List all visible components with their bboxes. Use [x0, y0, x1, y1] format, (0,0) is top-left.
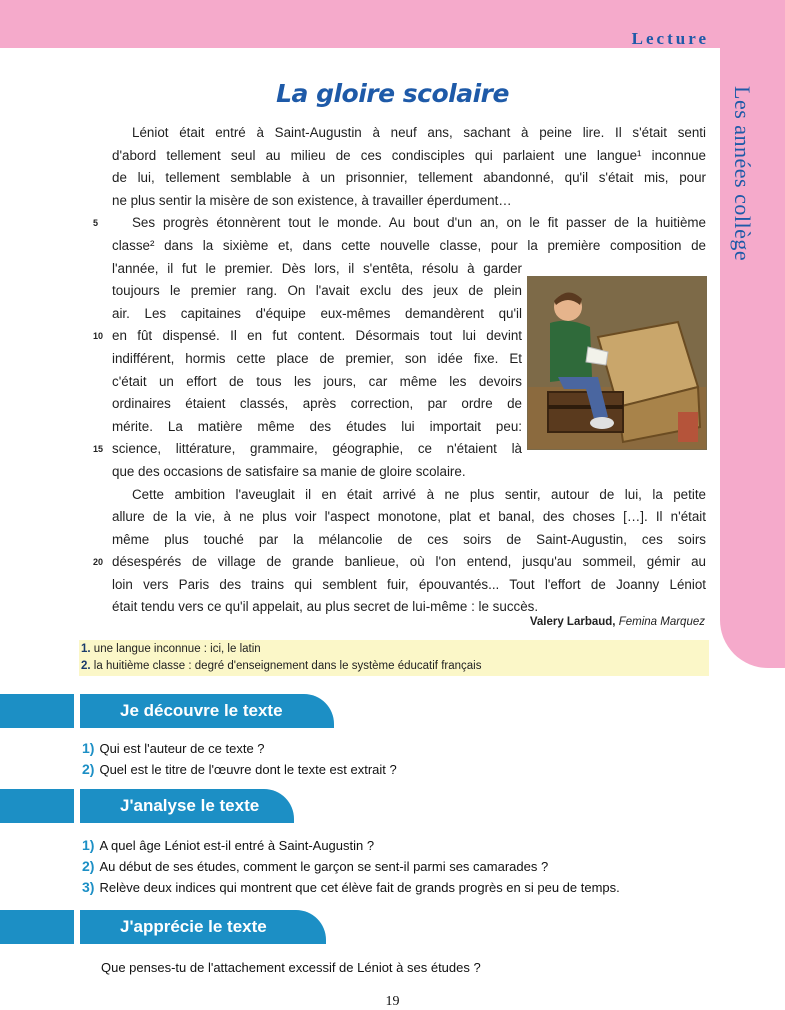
line-text: en fût dispensé. Il en fut content. Désormais tout lui devint	[112, 328, 522, 344]
text-line	[112, 190, 706, 213]
line-text: de lui, tellement semblable à un prisonnier, tellement abandonné, qu'il s'était mis, pour	[112, 170, 706, 186]
author-name: Valery Larbaud,	[529, 616, 616, 628]
question-text: Qui est l'auteur de ce texte ?	[99, 741, 265, 756]
text-line	[112, 167, 706, 190]
boy-reading-illustration	[528, 277, 706, 449]
question-item	[82, 738, 397, 759]
question-number: 1)	[82, 740, 95, 756]
section-bar-stub	[0, 910, 74, 944]
section-bar-stub	[0, 789, 74, 823]
section-title: J'analyse le texte	[80, 789, 294, 823]
footnote-number: 1.	[81, 643, 91, 655]
footnote-2	[81, 658, 707, 675]
text-line	[93, 551, 706, 574]
work-title: Femina Marquez	[618, 616, 705, 628]
footnote-text: la huitième classe : degré d'enseignement dans le système éducatif français	[93, 660, 482, 672]
question-item	[82, 877, 620, 898]
text-line	[93, 212, 706, 235]
text-line	[112, 122, 706, 145]
section-header-apprecie	[0, 910, 330, 944]
line-number: 5	[93, 218, 99, 229]
question-text: Quel est le titre de l'œuvre dont le texte est extrait ?	[99, 762, 397, 777]
text-line	[112, 461, 522, 484]
text-line	[112, 393, 522, 416]
question-text: Relève deux indices qui montrent que cet élève fait de grands progrès en si peu de temps.	[99, 880, 620, 895]
line-text: d'abord tellement seul au milieu de ces condisciples qui parlaient une langue¹ inconnue	[112, 147, 706, 163]
text-line	[112, 348, 522, 371]
line-text: Cette ambition l'aveuglait il en était arrivé à ne plus sentir, autour de lui, la petite	[132, 486, 706, 502]
line-number: 15	[93, 444, 104, 455]
text-line	[112, 235, 706, 258]
question-item	[82, 759, 397, 780]
line-text: indifférent, hormis cette place de premier, son idée fixe. Et	[112, 350, 522, 366]
line-text: classe² dans la sixième et, dans cette nouvelle classe, pour la première composition de	[112, 237, 706, 253]
text-line	[112, 416, 522, 439]
page-number: 19	[385, 994, 400, 1009]
question-text: Au début de ses études, comment le garçon se sent-il parmi ses camarades ?	[99, 859, 549, 874]
text-line	[112, 303, 522, 326]
footnote-1	[81, 641, 707, 658]
line-text: Léniot était entré à Saint-Augustin à neuf ans, sachant à peine lire. Il s'était senti	[132, 125, 706, 140]
questions-decouvre	[82, 738, 397, 780]
section-bar-stub	[0, 694, 74, 728]
line-text: c'était un effort de tous les jours, car même les devoirs	[112, 373, 522, 389]
text-line	[112, 574, 706, 597]
section-header-analyse	[0, 789, 300, 823]
line-text: même plus touché par la mélancolie de ces soirs de Saint-Augustin, ces soirs	[112, 531, 706, 547]
text-line	[112, 371, 522, 394]
section-header-decouvre	[0, 694, 340, 728]
question-number: 2)	[82, 858, 95, 874]
line-text: loin vers Paris des trains qui semblent fuir, épouvantés... Tout l'effort de Joanny Léniot	[112, 576, 706, 592]
text-line	[112, 529, 706, 552]
line-text: ne plus sentir la misère de son existence, à travailler éperdument…	[112, 192, 512, 208]
question-number: 1)	[82, 837, 95, 853]
footnote-number: 2.	[81, 660, 91, 672]
text-line	[112, 280, 522, 303]
section-title: Je découvre le texte	[80, 694, 334, 728]
line-text: que des occasions de satisfaire sa manie de gloire scolaire.	[112, 463, 466, 479]
line-text: l'année, il fut le premier. Dès lors, il s'entêta, résolu à garder	[112, 260, 522, 276]
question-item	[82, 856, 620, 877]
side-tab-label: Les années collège	[730, 86, 755, 262]
illustration-image	[527, 276, 707, 450]
line-text: air. Les capitaines d'équipe eux-mêmes demandèrent qu'il	[112, 305, 522, 321]
question-number: 3)	[82, 879, 95, 895]
question-number: 2)	[82, 761, 95, 777]
line-text: mérite. La matière même des études lui importait peu:	[112, 418, 522, 434]
line-text: était tendu vers ce qu'il appelait, au plus secret de lui-même : le succès.	[112, 599, 539, 615]
questions-analyse	[82, 835, 620, 898]
line-text: toujours le premier rang. On l'avait exclu des jeux de plein	[112, 283, 522, 299]
footnote-text: une langue inconnue : ici, le latin	[93, 643, 261, 655]
text-line	[93, 325, 522, 348]
page-title: La gloire scolaire	[276, 79, 509, 108]
section-title: J'apprécie le texte	[80, 910, 326, 944]
question-item	[82, 835, 620, 856]
line-text: science, littérature, grammaire, géographie, ce n'étaient là	[112, 441, 522, 457]
text-line	[112, 506, 706, 529]
line-text: ordinaires étaient classés, après correction, par ordre de	[112, 396, 522, 412]
line-text: Ses progrès étonnèrent tout le monde. Au bout d'un an, on le fit passer de la huitième	[132, 215, 706, 231]
text-line	[112, 258, 522, 281]
text-line	[112, 484, 706, 507]
appreciation-question: Que penses-tu de l'attachement excessif de Léniot à ses études ?	[101, 960, 481, 975]
section-label: Lecture	[631, 29, 709, 48]
line-number: 20	[93, 557, 104, 568]
question-text: A quel âge Léniot est-il entré à Saint-Augustin ?	[99, 838, 375, 853]
text-line	[93, 438, 522, 461]
footnotes-box	[79, 640, 709, 676]
line-text: désespérés de village de grande banlieue, où l'on entend, jusqu'au sommeil, gémir au	[112, 554, 706, 570]
text-line	[112, 145, 706, 168]
line-text: allure de la vie, à ne plus voir l'aspect monotone, plat et banal, des choses […]. Il n'était	[112, 509, 706, 525]
author-credit	[530, 616, 705, 628]
line-number: 10	[93, 331, 104, 342]
